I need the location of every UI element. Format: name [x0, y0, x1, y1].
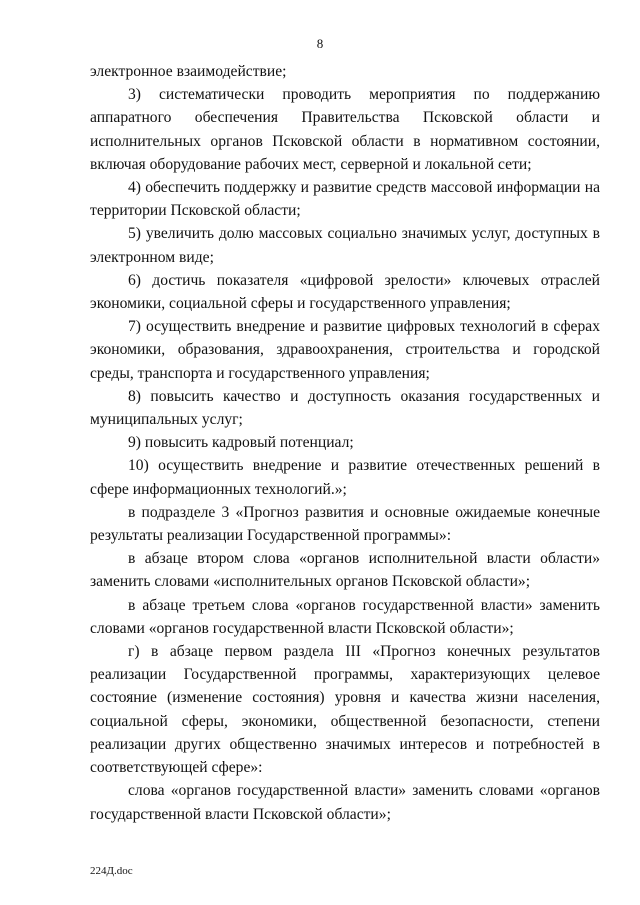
- document-body: [90, 60, 600, 826]
- paragraph: 5) увеличить долю массовых социально значимых услуг, доступных в электронном виде;: [90, 225, 600, 266]
- footer-filename: 224Д.doc: [90, 865, 133, 877]
- paragraph: в абзаце третьем слова «органов государственной власти» заменить словами «органов государственной власти Псковской области»;: [90, 596, 600, 637]
- paragraph: 7) осуществить внедрение и развитие цифровых технологий в сферах экономики, образования, здравоохранения, строительства и городской среды, транспорта и государственного управления;: [90, 318, 600, 382]
- paragraph: 8) повысить качество и доступность оказания государственных и муниципальных услуг;: [90, 387, 600, 429]
- paragraph: 10) осуществить внедрение и развитие отечественных решений в сфере информационных технологий.»;: [90, 457, 600, 498]
- paragraph: 4) обеспечить поддержку и развитие средств массовой информации на территории Псковской области;: [90, 179, 600, 220]
- paragraph: электронное взаимодействие;: [90, 63, 287, 80]
- paragraph: в абзаце втором слова «органов исполнительной власти области» заменить словами «исполнительных органов Псковской области»;: [90, 550, 600, 591]
- paragraph: 6) достичь показателя «цифровой зрелости» ключевых отраслей экономики, социальной сферы и государственного управления;: [90, 271, 600, 313]
- page-number: 8: [316, 36, 324, 51]
- paragraph: 3) систематически проводить мероприятия по поддержанию аппаратного обеспечения Правительства Псковской области и исполнительных органов Псковской области в нормативном состоянии, включая оборудование рабочих мест, серверной и локальной сети;: [90, 86, 600, 173]
- paragraph: 9) повысить кадровый потенциал;: [128, 434, 354, 452]
- paragraph: г) в абзаце первом раздела III «Прогноз конечных результатов реализации Государственной программы, характеризующих целевое состояние (изменение состояния) уровня и качества жизни населения, социальной сферы, экономики, общественной безопасности, степени реализации других общественно значимых интересов и потребностей в соответствующей сфере»:: [90, 643, 600, 777]
- paragraph: в подразделе 3 «Прогноз развития и основные ожидаемые конечные результаты реализации Государственной программы»:: [90, 503, 600, 545]
- paragraph: слова «органов государственной власти» заменить словами «органов государственной власти Псковской области»;: [90, 782, 600, 823]
